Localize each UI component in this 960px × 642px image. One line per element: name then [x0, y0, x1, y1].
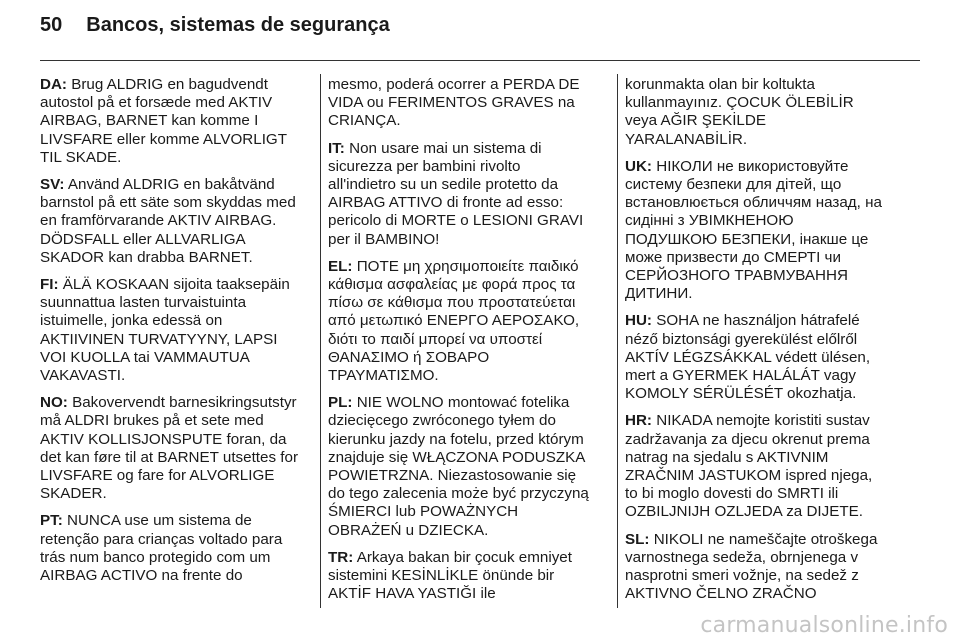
warning-text: NIKOLI ne nameščajte otroškega varnostnega sedeža, obrnjenega v nasprotni smeri vožnje, na sedež z AKTIVNO ČELNO ZRAČNO: [625, 530, 878, 603]
warning-sl: [625, 531, 889, 604]
page-number: 50: [40, 14, 63, 36]
warning-pt: [40, 512, 304, 585]
language-code: EL:: [328, 257, 353, 275]
warning-da: [40, 76, 304, 167]
text-columns: [40, 76, 920, 612]
language-code: IT:: [328, 139, 345, 157]
continued-text: korunmakta olan bir koltukta kullanmayınız. ÇOCUK ÖLEBİLİR veya AĞIR ŞEKİLDE YARALANABİLİR.: [625, 76, 854, 148]
warning-text: Non usare mai un sistema di sicurezza per bambini rivolto all'indietro su un sedile protetto da AIRBAG ATTIVO di fronte ad esso: pericolo di MORTE o LESIONI GRAVI per il BAMBINO!: [328, 139, 584, 248]
language-code: PL:: [328, 394, 353, 412]
warning-text: Använd ALDRIG en bakåtvänd barnstol på ett säte som skyddas med en framförvarande AKTIV AIRBAG. DÖDSFALL eller ALLVARLIGA SKADOR kan drabba BARNET.: [40, 176, 296, 266]
warning-text: NIKADA nemojte koristiti sustav zadržavanja za djecu okrenut prema natrag na sjedalu s AKTIVNIM ZRAČNIM JASTUKOM ispred njega, to bi moglo dovesti do SMRTI ili OZBILJNIJH OZLJEDA za DIJETE.: [625, 412, 873, 521]
language-code: SV:: [40, 176, 65, 194]
warning-text: ΠΟΤΕ μη χρησιμοποιείτε παιδικό κάθισμα ασφαλείας με φορά προς τα πίσω σε κάθισμα που προστατεύεται από μετωπικό ΕΝΕΡΓΟ ΑΕΡΟΣΑΚΟ, διότι το παιδί μπορεί να υποστεί ΘΑΝΑΣΙΜΟ ή ΣΟΒΑΡΟ ΤΡΑΥΜΑΤΙΣΜΟ.: [328, 257, 580, 385]
site-watermark: carmanualsonline.info: [700, 613, 948, 638]
page-title: Bancos, sistemas de segurança: [86, 14, 390, 36]
warning-text: Brug ALDRIG en bagudvendt autostol på et forsæde med AKTIV AIRBAG, BARNET kan komme I LIVSFARE eller komme ALVORLIGT TIL SKADE.: [40, 76, 287, 166]
warning-it: [328, 140, 592, 249]
language-code: HR:: [625, 412, 652, 430]
language-code: FI:: [40, 276, 59, 294]
warning-no: [40, 394, 304, 503]
language-code: UK:: [625, 157, 652, 175]
language-code: HU:: [625, 312, 652, 330]
page-header: [40, 14, 390, 50]
continued-text: mesmo, poderá ocorrer a PERDA DE VIDA ou FERIMENTOS GRAVES na CRIANÇA.: [328, 76, 580, 130]
warning-hr: [625, 412, 889, 521]
column-2: [328, 76, 592, 612]
warning-fi: [40, 276, 304, 385]
warning-text: Arkaya bakan bir çocuk emniyet sistemini KESİNLİKLE önünde bir AKTİF HAVA YASTIĞI ile: [328, 548, 572, 603]
warning-el: [328, 258, 592, 385]
language-code: TR:: [328, 548, 354, 566]
warning-text: NUNCA use um sistema de retenção para crianças voltado para trás num banco protegido com um AIRBAG ACTIVO na frente do: [40, 512, 283, 585]
warning-uk: [625, 158, 889, 304]
warning-pl: [328, 394, 592, 540]
language-code: NO:: [40, 394, 68, 412]
warning-text: SOHA ne használjon hátrafelé néző biztonsági gyerekülést előlről AKTÍV LÉGZSÁKKAL védett ülésen, mert a GYERMEK HALÁLÁT vagy KOMOLY SÉRÜLÉSÉT okozhatja.: [625, 312, 871, 403]
warning-sv: [40, 176, 304, 267]
column-3: [625, 76, 889, 612]
warning-text: NIE WOLNO montować fotelika dziecięcego zwróconego tyłem do kierunku jazdy na fotelu, przed którym znajduje się WŁĄCZONA PODUSZKA POWIETRZNA. Niezastosowanie się do tego zalecenia może być przyczyną ŚMIERCI lub POWAŻNYCH OBRAŻEŃ u DZIECKA.: [328, 394, 589, 539]
language-code: PT:: [40, 512, 63, 530]
column-1: [40, 76, 304, 612]
header-divider: [40, 60, 920, 61]
warning-tr: [328, 549, 592, 604]
language-code: SL:: [625, 530, 650, 548]
warning-text: НІКОЛИ не використовуйте систему безпеки для дітей, що встановлюється обличчям назад, на сидінні з УВІМКНЕНОЮ ПОДУШКОЮ БЕЗПЕКИ, інакше це може призвести до СМЕРТІ чи СЕРЙОЗНОГО ТРАВМУВАННЯ ДИТИНИ.: [625, 157, 882, 303]
language-code: DA:: [40, 76, 67, 93]
warning-hu: [625, 312, 889, 403]
warning-text: Bakovervendt barnesikringsutstyr må ALDRI brukes på et sete med AKTIV KOLLISJONSPUTE foran, da det kan føre til at BARNET utsettes for LIVSFARE og fare for ALVORLIGE SKADER.: [40, 394, 299, 503]
warning-text: ÄLÄ KOSKAAN sijoita taaksepäin suunnattua lasten turvaistuinta istuimelle, jonka edessä on AKTIIVINEN TURVATYYNY, LAPSI VOI KUOLLA tai VAMMAUTUA VAKAVASTI.: [40, 276, 290, 385]
